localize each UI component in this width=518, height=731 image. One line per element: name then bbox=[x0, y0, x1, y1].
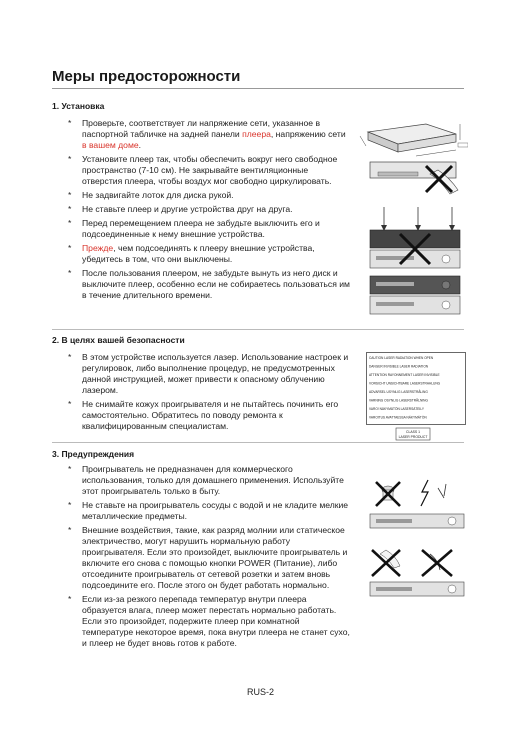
highlighted-text: в вашем доме bbox=[82, 140, 139, 150]
no-liquids-lightning-illustration bbox=[366, 478, 468, 536]
section-list-installation bbox=[68, 118, 350, 304]
bullet-item bbox=[68, 154, 350, 187]
player-stack-illustration bbox=[366, 274, 466, 316]
bullet-marker: * bbox=[68, 500, 72, 510]
page-number: RUS-2 bbox=[247, 687, 275, 697]
bullet-text: После пользования плеером, не забудьте вынуть из него диск и выключите плеер, особенно если не собираетесь пользоваться им в течение длительного времени. bbox=[82, 268, 350, 300]
section-heading-warnings: 3. Предупреждения bbox=[52, 449, 135, 459]
bullet-item bbox=[68, 399, 350, 432]
bullet-text: Установите плеер так, чтобы обеспечить вокруг него свободное пространство (7-10 см). Не закрывайте вентиляционные отверстия плеера, чтобы воздух мог свободно циркулировать. bbox=[82, 154, 338, 186]
bullet-text: В этом устройстве используется лазер. Использование настроек и регулировок, либо выполнение процедур, не предусмотренных данной инструкцией, может привести к опасному облучению лазером. bbox=[82, 352, 349, 395]
bullet-text: Не ставьте на проигрыватель сосуды с водой и не кладите мелкие металлические предметы. bbox=[82, 500, 349, 521]
warning-label-line: ADVARSEL USYNLIG LASERSTRÅLING bbox=[369, 390, 428, 394]
section-list-warnings bbox=[68, 464, 350, 652]
bullet-marker: * bbox=[68, 154, 72, 164]
bullet-text: . bbox=[138, 140, 142, 150]
warning-label-line: ATTENTION RAYONNEMENT LASER INVISIBLE bbox=[369, 373, 440, 377]
class-label-line: LASER PRODUCT bbox=[398, 435, 428, 439]
bullet-item bbox=[68, 525, 350, 591]
bullet-item bbox=[68, 204, 350, 215]
laser-warning-label bbox=[366, 352, 466, 442]
bullet-text: Не снимайте кожух проигрывателя и не пытайтесь починить его самостоятельно. Обратитесь по поводу ремонта к квалифицированным специалистам. bbox=[82, 399, 339, 431]
bullet-marker: * bbox=[68, 218, 72, 228]
bullet-item bbox=[68, 243, 350, 265]
bullet-item bbox=[68, 118, 350, 151]
bullet-marker: * bbox=[68, 594, 72, 604]
bullet-item bbox=[68, 500, 350, 522]
bullet-text: , напряжению сети bbox=[270, 129, 346, 139]
bullet-marker: * bbox=[68, 464, 72, 474]
bullet-marker: * bbox=[68, 352, 72, 362]
warning-label-line: CAUTION LASER RADIATION WHEN OPEN bbox=[369, 356, 434, 360]
class-label-line: CLASS 1 bbox=[406, 430, 420, 434]
section-heading-safety: 2. В целях вашей безопасности bbox=[52, 335, 185, 345]
warning-label-line: VORSICHT UNSICHTBARE LASERSTRAHLUNG bbox=[369, 381, 441, 386]
bullet-marker: * bbox=[68, 190, 72, 200]
section-divider bbox=[52, 442, 464, 443]
bullet-marker: * bbox=[68, 118, 72, 128]
title-divider bbox=[52, 88, 464, 89]
section-list-safety bbox=[68, 352, 350, 435]
bullet-text: Если из-за резкого перепада температур внутри плеера образуется влага, плеер может перестать нормально работать. Если это произойдет, подержите плеер при комнатной температуре некоторое время, пока внутри плеера не станет сухо, и плеер не будет вновь готов к работе. bbox=[82, 594, 350, 648]
bullet-marker: * bbox=[68, 204, 72, 214]
section-heading-installation: 1. Установка bbox=[52, 101, 105, 111]
warning-label-line: DANGER INVISIBLE LASER RADIATION bbox=[369, 364, 429, 369]
tray-push-prohibited-illustration bbox=[368, 158, 466, 200]
bullet-text: , чем подсоединять к плееру внешние устройства, убедитесь в том, что они выключены. bbox=[82, 243, 315, 264]
bullet-text: Внешние воздействия, такие, как разряд молнии или статическое электричество, могут нарушить нормальную работу проигрывателя. Если это произойдет, выключите проигрыватель и включите его снова с помощью кнопки POWER (Питание), либо отсоедините проигрыватель от сетевой розетки и затем вновь подсоедините его. После этого он будет работать нормально. bbox=[82, 525, 348, 590]
stacked-devices-prohibited-illustration bbox=[366, 228, 466, 270]
bullet-text: Перед перемещением плеера не забудьте выключить его и подсоединенные к нему внешние устройства. bbox=[82, 218, 320, 239]
bullet-marker: * bbox=[68, 525, 72, 535]
bullet-text: Проигрыватель не предназначен для коммерческого использования, только для домашнего применения. Используйте этот проигрыватель только в быту. bbox=[82, 464, 344, 496]
bullet-marker: * bbox=[68, 243, 72, 253]
no-small-objects-illustration bbox=[366, 546, 468, 600]
bullet-item bbox=[68, 594, 350, 649]
highlighted-text: Прежде bbox=[82, 243, 114, 253]
warning-label-line: VAROITUS AVATTAESSA NÄKYMÄTÖN bbox=[369, 415, 427, 420]
bullet-item bbox=[68, 268, 350, 301]
bullet-marker: * bbox=[68, 268, 72, 278]
highlighted-text: плеера bbox=[242, 129, 271, 139]
section-divider bbox=[52, 329, 464, 330]
warning-label-line: VARO! NÄKYMÄTÖN LASERSÄTEILY bbox=[369, 407, 424, 411]
bullet-text: Не задвигайте лоток для диска рукой. bbox=[82, 190, 234, 200]
page-title: Меры предосторожности bbox=[52, 68, 241, 85]
bullet-item bbox=[68, 352, 350, 396]
bullet-marker: * bbox=[68, 399, 72, 409]
warning-label-line: VARNING OSYNLIG LASERSTRÅLNING bbox=[369, 398, 428, 403]
bullet-item bbox=[68, 190, 350, 201]
bullet-item bbox=[68, 464, 350, 497]
bullet-text: Не ставьте плеер и другие устройства друг на друга. bbox=[82, 204, 293, 214]
bullet-text: Проверьте, соответствует ли напряжение сети, указанное в паспортной табличке на задней панели bbox=[82, 118, 321, 139]
bullet-item bbox=[68, 218, 350, 240]
